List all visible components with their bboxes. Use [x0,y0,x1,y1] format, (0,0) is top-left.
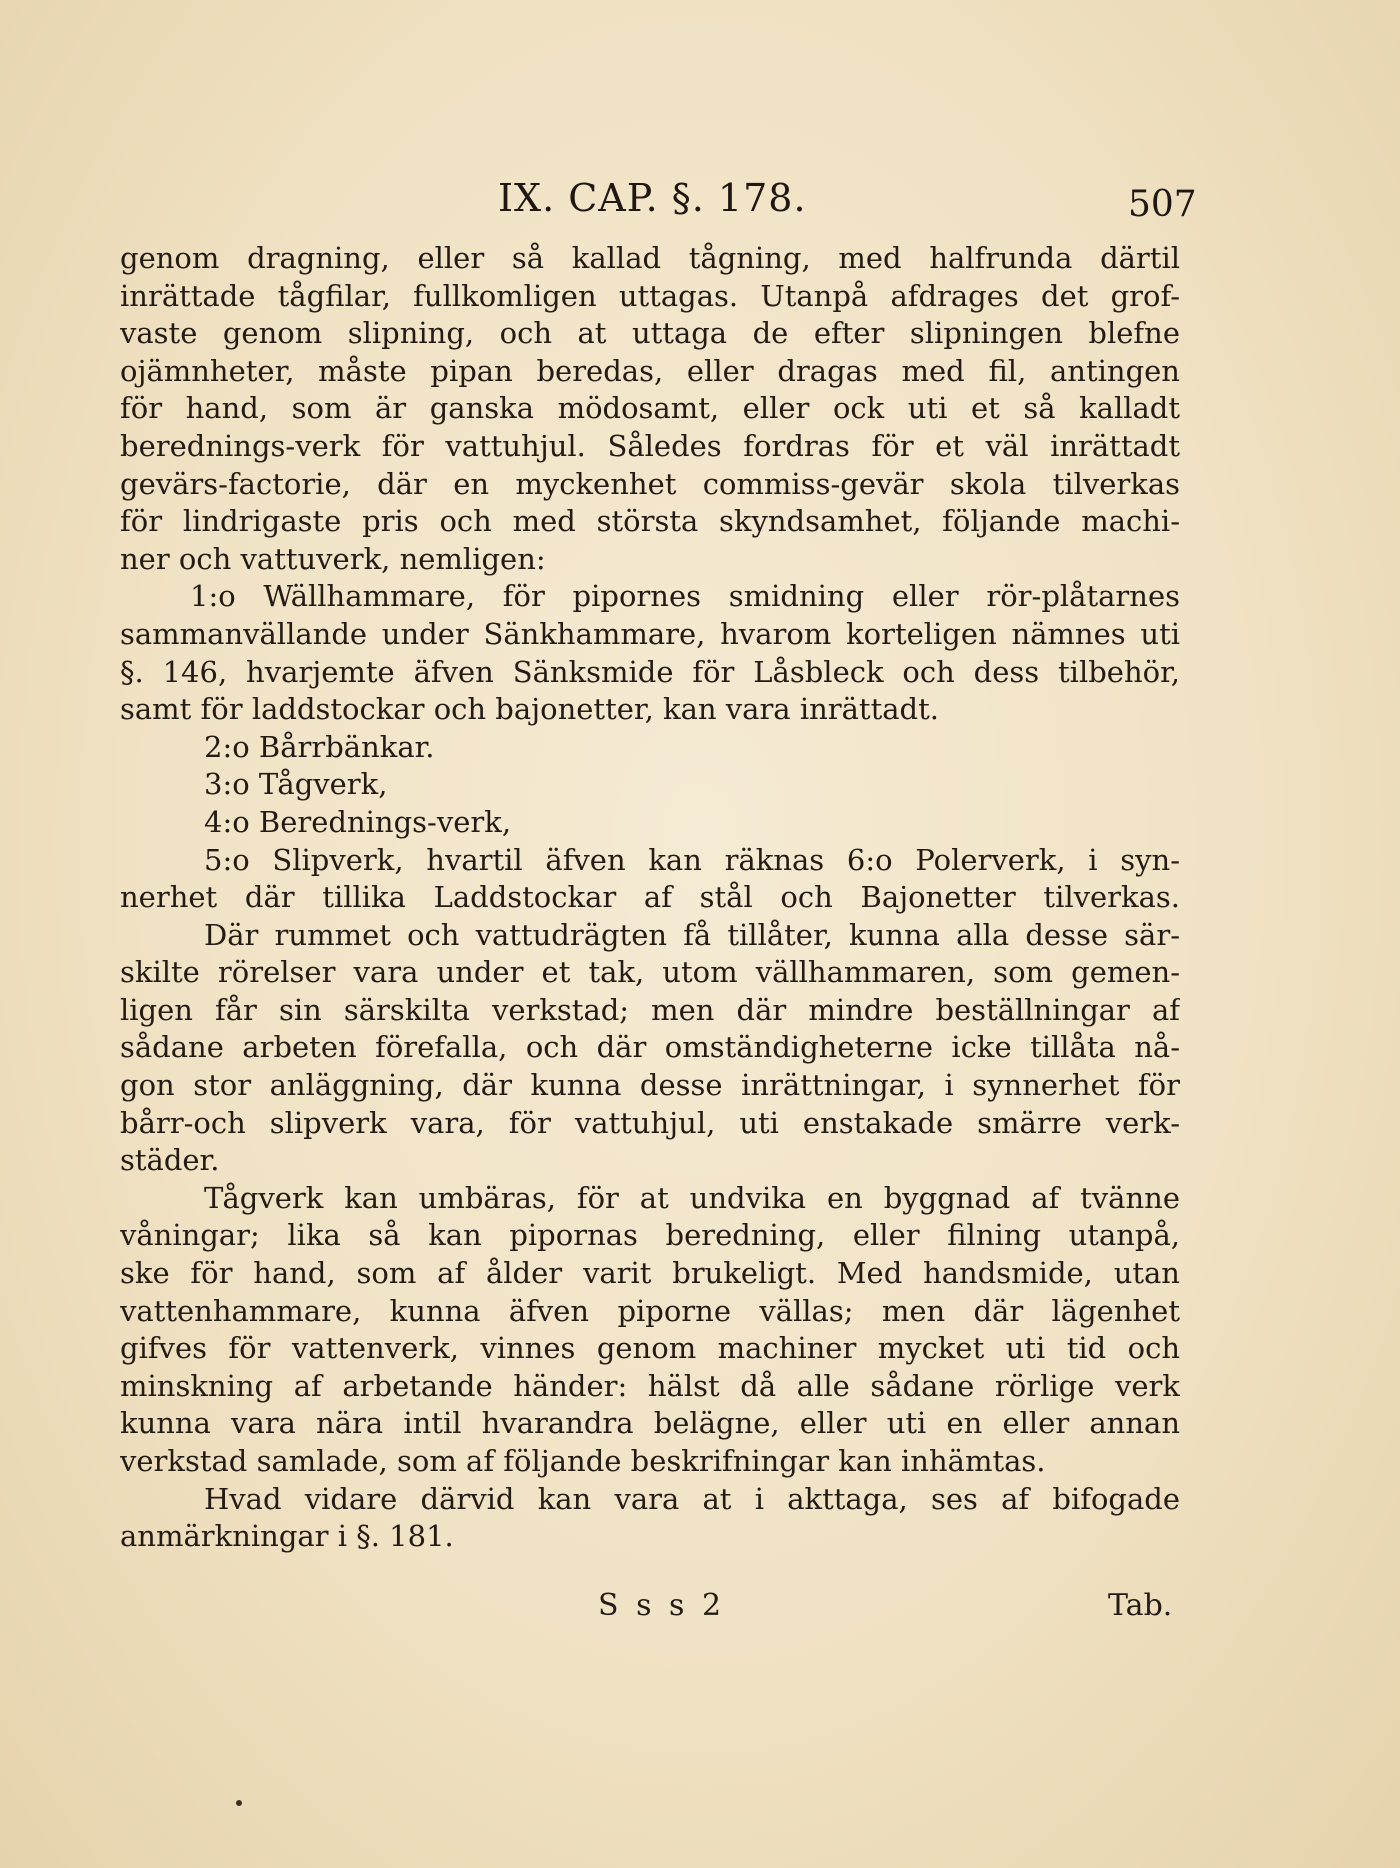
text-line: kunna vara nära intil hvarandra belägne, eller uti en eller annan [120,1406,1180,1441]
text-line: ske för hand, som af ålder varit brukeligt. Med handsmide, utan [120,1256,1180,1291]
text-line: sammanvällande under Sänkhammare, hvarom korteligen nämnes uti [120,616,1180,651]
paragraph-start: Där rummet och vattudrägten få tillåter, kunna alla desse sär- [204,917,1180,952]
text-line: gevärs-factorie, där en myckenhet commiss-gevär skola tilverkas [120,466,1180,501]
text-line: samt för laddstockar och bajonetter, kan vara inrättadt. [120,692,939,727]
text-line: berednings-verk för vattuhjul. Således fordras för et väl inrättadt [120,428,1180,463]
text-line: §. 146, hvarjemte äfven Sänksmide för Låsbleck och dess tilbehör, [120,654,1180,689]
list-item: 3:o Tågverk, [204,767,388,802]
list-item: 5:o Slipverk, hvartil äfven kan räknas 6:o Polerverk, i syn- [204,842,1180,877]
text-line: ligen får sin särskilta verkstad; men där mindre beställningar af [120,992,1180,1027]
text-line: anmärkningar i §. 181. [120,1519,454,1554]
text-line: för lindrigaste pris och med största skyndsamhet, följande machi- [120,504,1180,539]
paragraph-start: Hvad vidare därvid kan vara at i akttaga, ses af bifogade [204,1481,1180,1516]
list-item: 1:o Wällhammare, för pipornes smidning eller rör-plåtarnes [190,579,1180,614]
text-line: bårr-och slipverk vara, för vattuhjul, uti enstakade smärre verk- [120,1105,1180,1140]
text-line: våningar; lika så kan pipornas beredning, eller filning utanpå, [120,1218,1180,1253]
signature-mark: S s s 2 [598,1588,726,1623]
text-line: nerhet där tillika Laddstockar af stål och Bajonetter tilverkas. [120,880,1180,915]
text-line: vattenhammare, kunna äfven piporne vällas; men där lägenhet [120,1293,1180,1328]
text-line: städer. [120,1143,220,1178]
body-text [120,240,1180,1556]
chapter-heading: IX. CAP. §. 178. [498,176,807,220]
text-line: inrättade tågfilar, fullkomligen uttagas. Utanpå afdrages det grof- [120,278,1180,313]
list-item: 2:o Bårrbänkar. [204,729,435,764]
catchword: Tab. [1108,1588,1173,1623]
text-line: sådane arbeten förefalla, och där omständigheterne icke tillåta nå- [120,1030,1180,1065]
text-line: ner och vattuverk, nemligen: [120,541,546,576]
ink-speck [236,1800,242,1806]
text-line: gifves för vattenverk, vinnes genom machiner mycket uti tid och [120,1331,1180,1366]
paragraph-start: Tågverk kan umbäras, för at undvika en byggnad af tvänne [204,1180,1180,1215]
text-line: genom dragning, eller så kallad tågning, med halfrunda därtil [120,241,1180,275]
text-line: vaste genom slipning, och at uttaga de efter slipningen blefne [120,316,1180,351]
text-line: ojämnheter, måste pipan beredas, eller dragas med fil, antingen [120,353,1180,388]
text-line: minskning af arbetande händer: hälst då alle sådane rörlige verk [120,1368,1180,1403]
page-footer [0,1588,1400,1632]
running-header [0,176,1400,226]
page-number: 507 [1128,184,1197,225]
text-line: gon stor anläggning, där kunna desse inrättningar, i synnerhet för [120,1068,1180,1103]
text-line: skilte rörelser vara under et tak, utom vällhammaren, som gemen- [120,955,1180,990]
list-item: 4:o Berednings-verk, [204,804,512,839]
text-line: verkstad samlade, som af följande beskrifningar kan inhämtas. [120,1444,1046,1478]
text-line: för hand, som är ganska mödosamt, eller ock uti et så kalladt [120,391,1180,426]
